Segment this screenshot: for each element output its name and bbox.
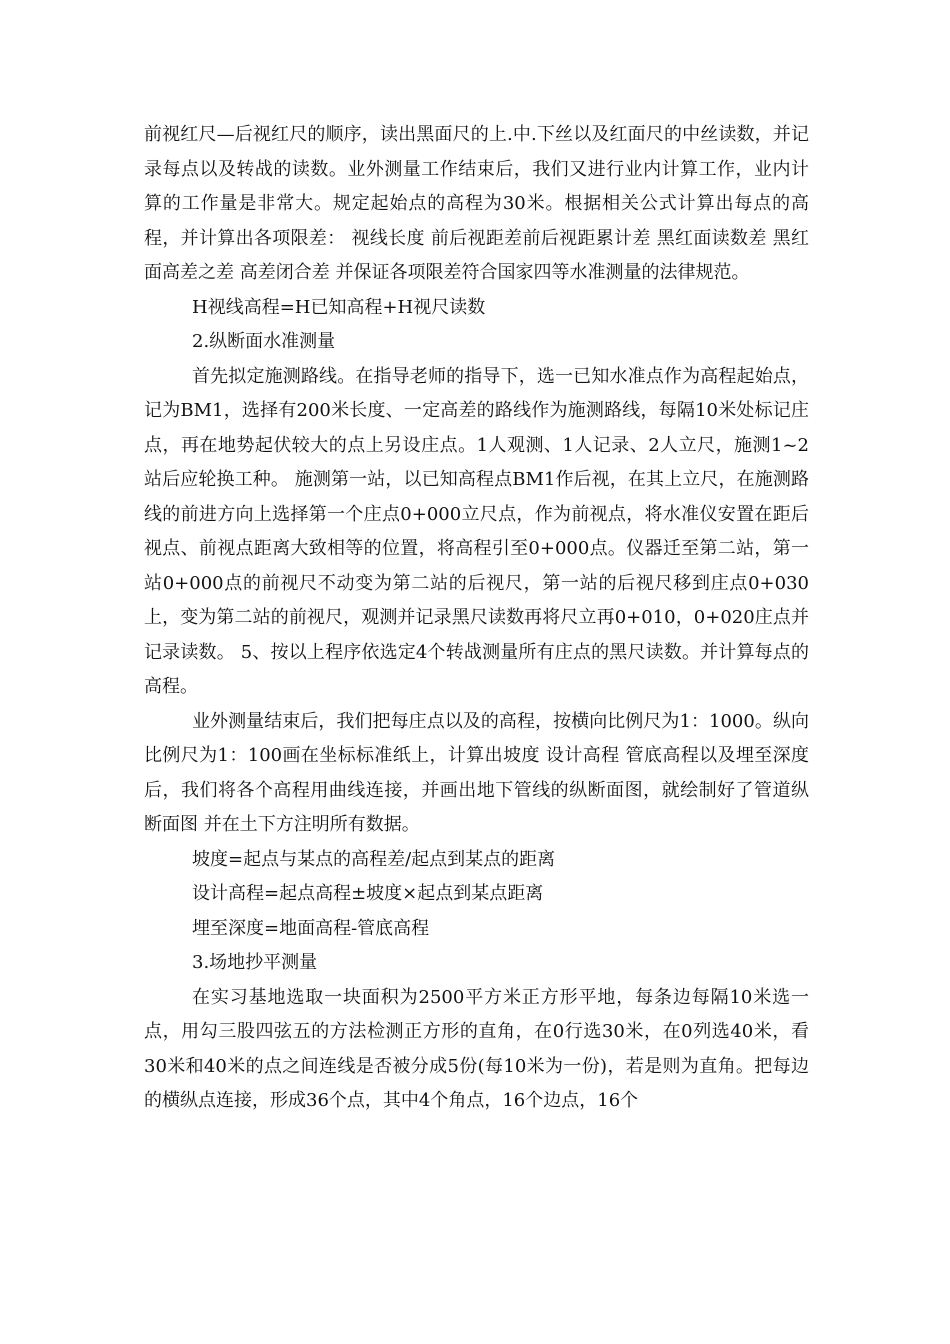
formula-sight-line-elevation: H视线高程=H已知高程+H视尺读数 <box>192 296 486 318</box>
paragraph-leveling-procedure: 前视红尺—后视红尺的顺序，读出黑面尺的上.中.下丝以及红面尺的中丝读数，并记录每点以及转战的读数。业外测量工作结束后，我们又进行业内计算工作，业内计算的工作量是非常大。规定起始点的高程为30米。根据相关公式计算出每点的高程，并计算出各项限差： 视线长度 前后视距差前后视距累计差 黑红面读数差 黑红面高差之差 高差闭合差 并保证各项限差符合国家四等水准测量的法律规范。 <box>144 124 809 283</box>
paragraph-profile-route: 首先拟定施测路线。在指导老师的指导下，选一已知水准点作为高程起始点，记为BM1，选择有200米长度、一定高差的路线作为施测路线，每隔10米处标记庄点，再在地势起伏较大的点上另设庄点。1人观测、1人记录、2人立尺，施测1~2站后应轮换工种。 施测第一站，以已知高程点BM1作后视，在其上立尺，在施测路线的前进方向上选择第一个庄点0+000立尺点，作为前视点，将水准仪安置在距后视点、前视点距离大致相等的位置，将高程引至0+000点。仪器迁至第二站，第一站0+000点的前视尺不动变为第二站的后视尺，第一站的后视尺移到庄点0+030上，变为第二站的前视尺，观测并记录黑尺读数再将尺立再0+010，0+020庄点并记录读数。 5、按以上程序依选定4个转战测量所有庄点的黑尺读数。并计算每点的高程。 <box>144 365 809 697</box>
paragraph-profile-drawing: 业外测量结束后，我们把每庄点以及的高程，按横向比例尺为1：1000。纵向比例尺为1：100画在坐标标准纸上，计算出坡度 设计高程 管底高程以及埋至深度后，我们将各个高程用曲线连接，并画出地下管线的纵断面图，就绘制好了管道纵断面图 并在土下方注明所有数据。 <box>144 710 809 835</box>
heading-site-leveling: 3.场地抄平测量 <box>192 952 318 973</box>
formula-design-elevation: 设计高程=起点高程±坡度×起点到某点距离 <box>192 883 544 904</box>
formula-burial-depth: 埋至深度=地面高程-管底高程 <box>192 917 430 939</box>
paragraph-site-grid: 在实习基地选取一块面积为2500平方米正方形平地，每条边每隔10米选一点，用勾三股四弦五的方法检测正方形的直角，在0行选30米，在0列选40米，看30米和40米的点之间连线是否被分成5份(每10米为一份)，若是则为直角。把每边的横纵点连接，形成36个点，其中4个角点，16个边点，16个 <box>144 986 809 1111</box>
heading-profile-leveling: 2.纵断面水准测量 <box>192 331 336 352</box>
document-page <box>144 118 809 1119</box>
formula-slope: 坡度=起点与某点的高程差/起点到某点的距离 <box>192 848 556 870</box>
